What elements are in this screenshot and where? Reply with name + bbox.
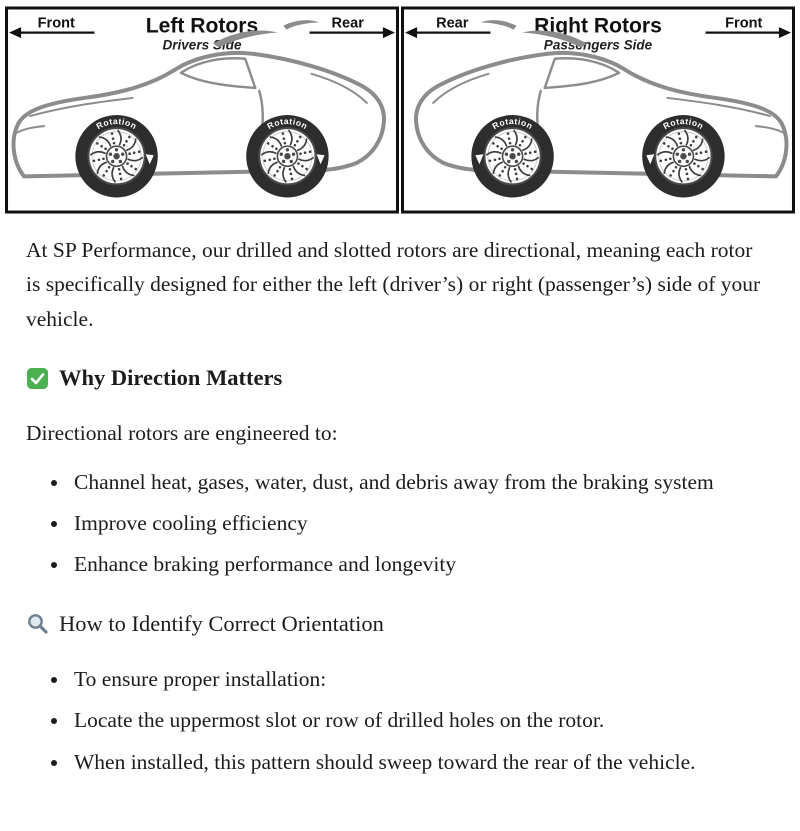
rear-wheel-rotor [246,115,328,197]
direction-label-front: Front [725,15,763,32]
section-heading-text: How to Identify Correct Orientation [59,610,384,636]
rotor-direction-diagram [4,5,796,215]
list-item: • To ensure proper installation: [70,662,772,696]
section-heading-why-direction-matters [26,360,772,396]
list-item: • Locate the uppermost slot or row of drilled holes on the rotor. [70,703,772,737]
direction-label-rear: Rear [331,15,364,32]
page [0,5,800,831]
list-item: • When installed, this pattern should sweep toward the rear of the vehicle. [70,745,772,779]
diagram-panel-right-rotors [400,5,796,215]
front-wheel-rotor [75,115,157,197]
check-icon [26,367,49,390]
section-heading-identify-orientation [26,606,772,642]
drilled-slotted-rotor-icon [642,115,724,197]
rotation-label: Rotation [661,116,706,132]
intro-paragraph: At SP Performance, our drilled and slotted rotors are directional, meaning each rotor is specifically designed for either the left (driver’s) or right (passenger’s) side of your vehicle. [26,238,761,331]
panel-subtitle: Drivers Side [162,37,242,53]
panel-title: Right Rotors [534,14,662,38]
front-wheel-rotor [471,115,553,197]
rotation-label: Rotation [94,116,139,132]
diagram-panel-left-rotors [4,5,400,215]
panel-subtitle: Passengers Side [543,37,653,53]
list-item: • Enhance braking performance and longevity [70,547,772,581]
panel-title: Left Rotors [145,14,259,38]
section1-lead: Directional rotors are engineered to: [26,421,338,446]
rotation-label: Rotation [265,116,310,132]
drilled-slotted-rotor-icon [246,115,328,197]
drilled-slotted-rotor-icon [471,115,553,197]
section-heading-text: Why Direction Matters [59,365,283,391]
rear-wheel-rotor [642,115,724,197]
orientation-list [26,662,772,779]
benefits-list [26,465,772,582]
rotation-label: Rotation [490,116,535,132]
magnifier-icon [26,612,49,635]
direction-label-rear: Rear [436,15,469,32]
list-item: • Channel heat, gases, water, dust, and debris away from the braking system [70,465,772,499]
direction-label-front: Front [37,15,75,32]
drilled-slotted-rotor-icon [75,115,157,197]
list-item: • Improve cooling efficiency [70,506,772,540]
article-body [0,215,800,831]
